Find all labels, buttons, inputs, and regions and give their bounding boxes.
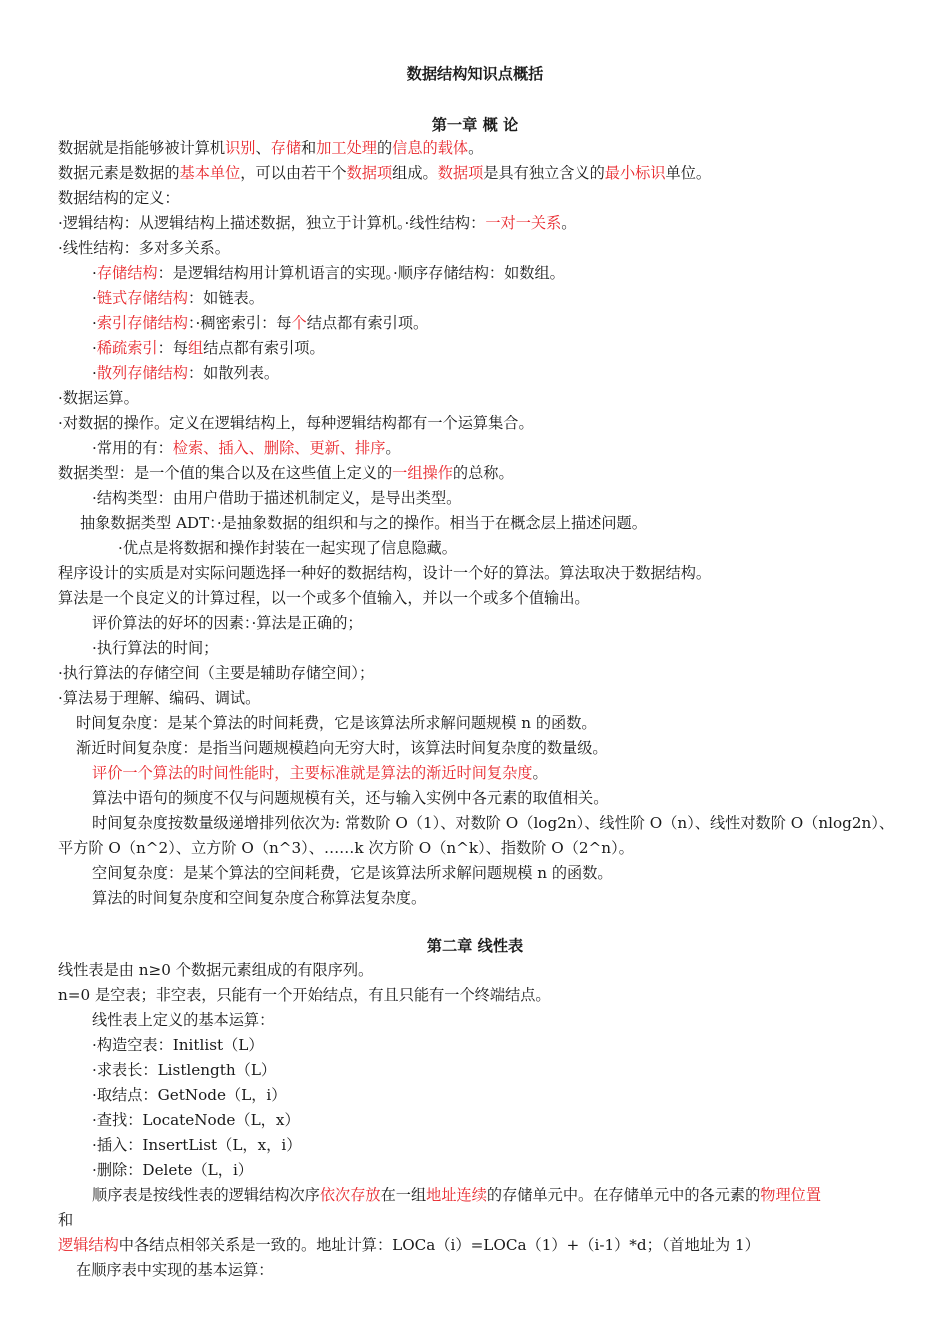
text-line: [58, 413, 920, 433]
text-line: [58, 138, 920, 158]
text-segment: 和: [58, 1211, 74, 1229]
text-line: [92, 1110, 920, 1130]
text-segment: ·逻辑结构：从逻辑结构上描述数据，独立于计算机。·线性结构：: [58, 214, 486, 232]
text-segment: 渐近时间复杂度：是指当问题规模趋向无穷大时，该算法时间复杂度的数量级。: [76, 739, 608, 757]
text-line: [92, 338, 920, 358]
text-segment: ·插入：InsertList（L，x，i）: [92, 1136, 302, 1154]
highlighted-term: 稀疏索引: [96, 339, 158, 357]
highlighted-term: 检索、插入、删除、更新、排序: [172, 439, 386, 457]
text-segment: 顺序表是按线性表的逻辑结构次序: [92, 1186, 320, 1204]
text-line: [58, 960, 920, 980]
text-line: [76, 738, 920, 758]
text-segment: ·执行算法的时间；: [92, 639, 219, 657]
text-line: [92, 288, 920, 308]
text-line: [58, 213, 920, 233]
text-line: [92, 1135, 920, 1155]
text-segment: ·查找：LocateNode（L，x）: [92, 1111, 300, 1129]
text-segment: ·优点是将数据和操作封装在一起实现了信息隐藏。: [118, 539, 457, 557]
text-segment: 空间复杂度：是某个算法的空间耗费，它是该算法所求解问题规模 n 的函数。: [92, 864, 613, 882]
text-line: [76, 1260, 920, 1280]
text-segment: ·: [92, 314, 97, 332]
text-segment: ·执行算法的存储空间（主要是辅助存储空间）；: [58, 664, 375, 682]
text-segment: ·: [92, 364, 97, 382]
text-segment: 结点都有索引项。: [203, 339, 325, 357]
highlighted-term: 数据项: [346, 164, 393, 182]
text-segment: 数据结构的定义：: [58, 189, 180, 207]
text-segment: ·求表长：Listlength（L）: [92, 1061, 277, 1079]
text-segment: ：如散列表。: [187, 364, 280, 382]
text-line: [58, 238, 920, 258]
text-line: [92, 1085, 920, 1105]
text-segment: 的: [376, 139, 393, 157]
text-segment: 的总称。: [452, 464, 514, 482]
text-line: [92, 438, 920, 458]
highlighted-term: 识别: [225, 139, 256, 157]
highlighted-term: 一组操作: [392, 464, 453, 482]
text-line: [58, 1235, 920, 1255]
highlighted-term: 索引存储结构: [96, 314, 188, 332]
text-line: [92, 363, 920, 383]
text-line: [58, 838, 920, 858]
text-segment: 。: [532, 764, 548, 782]
text-segment: ·常用的有：: [92, 439, 173, 457]
highlighted-term: 存储结构: [96, 264, 158, 282]
text-line: [92, 1185, 920, 1205]
highlighted-term: 最小标识: [604, 164, 666, 182]
text-line: [92, 888, 920, 908]
text-line: [58, 563, 920, 583]
text-segment: ·算法易于理解、编码、调试。: [58, 689, 261, 707]
text-line: [58, 188, 920, 208]
text-segment: ：每: [157, 339, 188, 357]
text-segment: 平方阶 O（n^2）、立方阶 O（n^3）、……k 次方阶 O（n^k）、指数阶 O（2^n）。: [58, 839, 634, 857]
highlighted-term: 地址连续: [426, 1186, 487, 1204]
text-line: [58, 1210, 920, 1230]
text-segment: 算法的时间复杂度和空间复杂度合称算法复杂度。: [92, 889, 427, 907]
highlighted-term: 存储: [270, 139, 301, 157]
text-segment: 单位。: [665, 164, 712, 182]
highlighted-term: 一对一关系: [485, 214, 562, 232]
highlighted-term: 组: [187, 339, 204, 357]
text-segment: 评价算法的好坏的因素：·算法是正确的；: [92, 614, 363, 632]
text-segment: 。: [468, 139, 484, 157]
highlighted-term: 物理位置: [760, 1186, 821, 1204]
text-segment: ：是逻辑结构用计算机语言的实现。·顺序存储结构：如数组。: [157, 264, 565, 282]
highlighted-term: 评价一个算法的时间性能时，主要标准就是算法的渐近时间复杂度: [92, 764, 533, 782]
text-segment: 时间复杂度：是某个算法的时间耗费，它是该算法所求解问题规模 n 的函数。: [76, 714, 597, 732]
text-segment: n=0 是空表；非空表，只能有一个开始结点，有且只能有一个终端结点。: [58, 986, 551, 1004]
text-segment: 是具有独立含义的: [483, 164, 605, 182]
text-line: [92, 638, 920, 658]
text-line: [92, 488, 920, 508]
text-line: [118, 538, 920, 558]
text-segment: 线性表是由 n≥0 个数据元素组成的有限序列。: [58, 961, 374, 979]
text-segment: ·数据运算。: [58, 389, 139, 407]
text-line: [58, 163, 920, 183]
text-line: [92, 1010, 920, 1030]
text-segment: 数据元素是数据的: [58, 164, 180, 182]
text-segment: 数据就是指能够被计算机: [58, 139, 226, 157]
text-segment: 数据类型：是一个值的集合以及在这些值上定义的: [58, 464, 393, 482]
text-line: [58, 588, 920, 608]
highlighted-term: 数据项: [437, 164, 484, 182]
text-segment: 的存储单元中。在存储单元中的各元素的: [486, 1186, 761, 1204]
text-segment: 程序设计的实质是对实际问题选择一种好的数据结构，设计一个好的算法。算法取决于数据结构。: [58, 564, 712, 582]
text-segment: ·: [92, 289, 97, 307]
text-segment: 结点都有索引项。: [306, 314, 429, 332]
text-segment: ·: [92, 264, 97, 282]
text-line: [58, 985, 920, 1005]
text-line: [92, 813, 920, 833]
text-segment: ：·稠密索引：每: [187, 314, 292, 332]
text-segment: ，可以由若干个: [240, 164, 347, 182]
text-segment: ·删除：Delete（L，i）: [92, 1161, 253, 1179]
text-segment: ：如链表。: [187, 289, 264, 307]
text-segment: 。: [561, 214, 577, 232]
text-segment: ·构造空表：Initlist（L）: [92, 1036, 264, 1054]
document-title: 数据结构知识点概括: [406, 65, 544, 83]
highlighted-term: 基本单位: [179, 164, 241, 182]
text-line: [92, 763, 920, 783]
text-segment: 线性表上定义的基本运算：: [92, 1011, 275, 1029]
text-segment: ·线性结构：多对多关系。: [58, 239, 230, 257]
text-segment: 和: [301, 139, 317, 157]
text-segment: 。: [385, 439, 401, 457]
text-segment: ·结构类型：由用户借助于描述机制定义，是导出类型。: [92, 489, 462, 507]
text-segment: 组成。: [392, 164, 438, 182]
text-segment: ·取结点：GetNode（L，i）: [92, 1086, 287, 1104]
highlighted-term: 链式存储结构: [96, 289, 188, 307]
highlighted-term: 逻辑结构: [58, 1236, 119, 1254]
text-line: [80, 513, 920, 533]
text-segment: ·: [92, 339, 97, 357]
text-segment: ·对数据的操作。定义在逻辑结构上，每种逻辑结构都有一个运算集合。: [58, 414, 534, 432]
text-line: [92, 263, 920, 283]
text-line: [92, 1035, 920, 1055]
chapter-1-heading: 第一章 概 论: [431, 116, 519, 134]
text-line: [58, 663, 920, 683]
text-segment: 中各结点相邻关系是一致的。地址计算：LOCa（i）=LOCa（1）+（i-1）*d；（首地址为 1）: [118, 1236, 760, 1254]
text-line: [92, 1060, 920, 1080]
highlighted-term: 个: [291, 314, 307, 332]
text-line: [92, 313, 920, 333]
text-line: [58, 463, 920, 483]
highlighted-term: 散列存储结构: [96, 364, 188, 382]
highlighted-term: 信息的载体: [392, 139, 469, 157]
text-line: [92, 1160, 920, 1180]
text-line: [92, 863, 920, 883]
text-line: [58, 688, 920, 708]
text-segment: 在顺序表中实现的基本运算：: [76, 1261, 274, 1279]
highlighted-term: 依次存放: [319, 1186, 381, 1204]
text-segment: 、: [255, 139, 271, 157]
text-line: [92, 613, 920, 633]
text-segment: 算法中语句的频度不仅与问题规模有关，还与输入实例中各元素的取值相关。: [92, 789, 609, 807]
text-line: [76, 713, 920, 733]
text-segment: 在一组: [380, 1186, 427, 1204]
text-line: [92, 788, 920, 808]
text-segment: 时间复杂度按数量级递增排列依次为: 常数阶 O（1）、对数阶 O（log2n）、线性阶 O（n）、线性对数阶 O（nlog2n）、: [92, 814, 895, 832]
chapter-2-heading: 第二章 线性表: [426, 937, 524, 955]
text-line: [58, 388, 920, 408]
text-segment: 抽象数据类型 ADT：·是抽象数据的组织和与之的操作。相当于在概念层上描述问题。: [80, 514, 647, 532]
text-segment: 算法是一个良定义的计算过程，以一个或多个值输入，并以一个或多个值输出。: [58, 589, 590, 607]
highlighted-term: 加工处理: [316, 139, 377, 157]
